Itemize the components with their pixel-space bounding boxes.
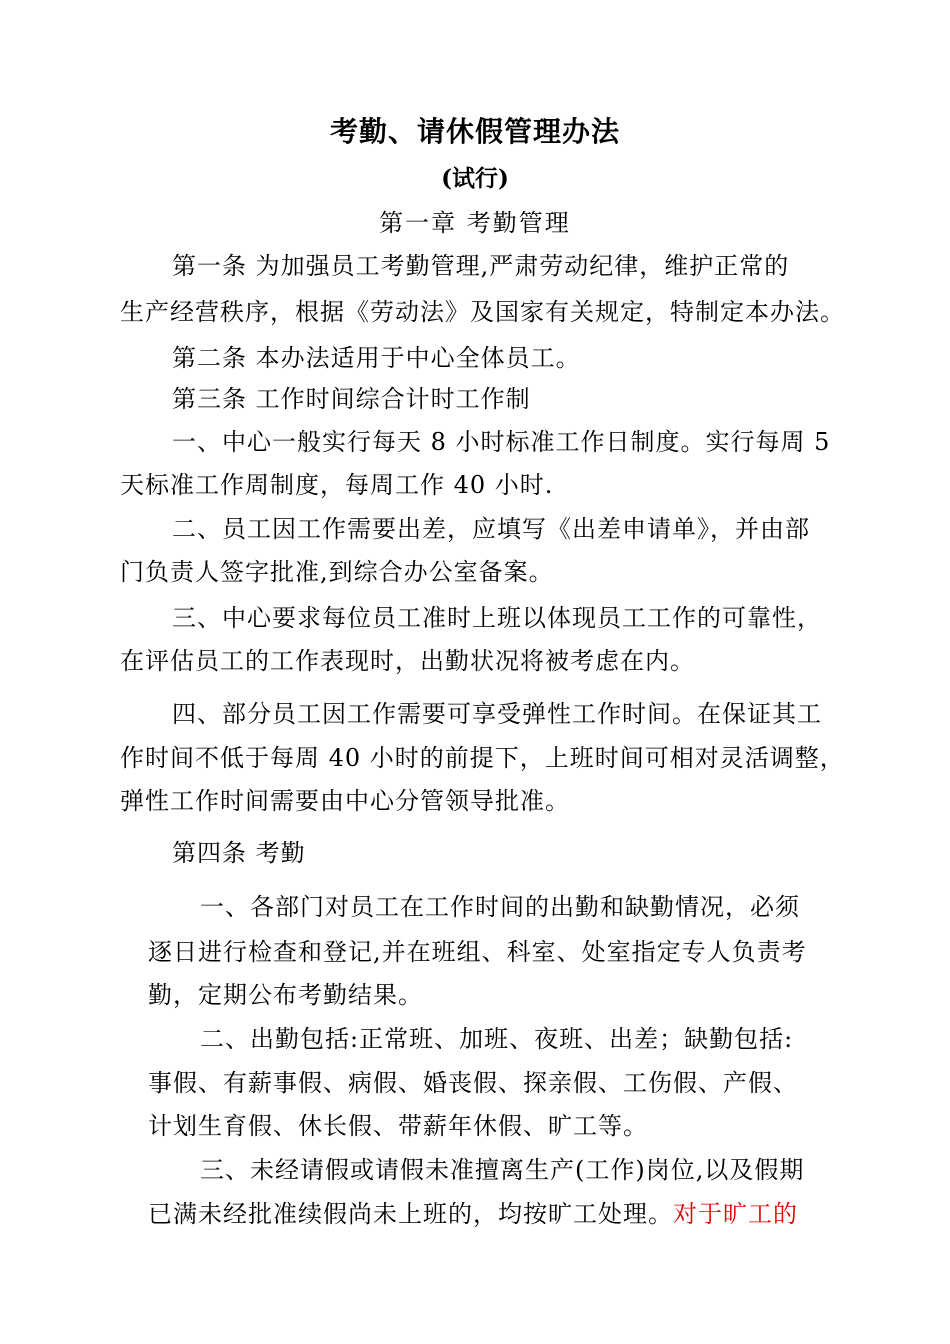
article-2: 第二条 本办法适用于中心全体员工。 xyxy=(172,344,581,372)
clause-4-line-1: 四、部分员工因工作需要可享受弹性工作时间。在保证其工 xyxy=(172,700,822,728)
attendance-1-line-1: 一、各部门对员工在工作时间的出勤和缺勤情况，必须 xyxy=(200,893,800,921)
clause-4-line-2: 作时间不低于每周 40 小时的前提下，上班时间可相对灵活调整， xyxy=(120,744,845,772)
clause-3-line-2: 在评估员工的工作表现时，出勤状况将被考虑在内。 xyxy=(120,647,695,675)
clause-1-line-2: 天标准工作周制度，每周工作 40 小时. xyxy=(120,471,554,499)
attendance-3-line-2-text: 已满未经批准续假尚未上班的，均按旷工处理。 xyxy=(148,1200,673,1228)
attendance-3-line-1: 三、未经请假或请假未准擅离生产(工作)岗位,以及假期 xyxy=(200,1156,805,1184)
document-title: 考勤、请休假管理办法 xyxy=(329,115,620,148)
clause-3-line-1: 三、中心要求每位员工准时上班以体现员工工作的可靠性， xyxy=(172,604,822,632)
document-subtitle: (试行) xyxy=(441,165,509,192)
article-3: 第三条 工作时间综合计时工作制 xyxy=(172,385,531,413)
attendance-2-line-3: 计划生育假、休长假、带薪年休假、旷工等。 xyxy=(148,1112,648,1140)
attendance-2-line-1: 二、出勤包括:正常班、加班、夜班、出差；缺勤包括: xyxy=(200,1025,794,1053)
chapter-heading: 第一章 考勤管理 xyxy=(379,209,571,237)
clause-1-line-1: 一、中心一般实行每天 8 小时标准工作日制度。实行每周 5 xyxy=(172,428,831,456)
highlighted-text: 对于旷工的 xyxy=(673,1200,798,1228)
attendance-3-line-2 xyxy=(148,1199,798,1229)
article-1-line-2: 生产经营秩序，根据《劳动法》及国家有关规定，特制定本办法。 xyxy=(120,298,845,326)
clause-2-line-2: 门负责人签字批准,到综合办公室备案。 xyxy=(120,558,554,586)
article-4: 第四条 考勤 xyxy=(172,839,306,867)
article-1-line-1: 第一条 为加强员工考勤管理,严肃劳动纪律，维护正常的 xyxy=(172,252,790,280)
attendance-1-line-2: 逐日进行检查和登记,并在班组、科室、处室指定专人负责考 xyxy=(148,938,807,966)
clause-4-line-3: 弹性工作时间需要由中心分管领导批准。 xyxy=(120,787,570,815)
attendance-2-line-2: 事假、有薪事假、病假、婚丧假、探亲假、工伤假、产假、 xyxy=(148,1069,798,1097)
attendance-1-line-3: 勤，定期公布考勤结果。 xyxy=(148,981,423,1009)
clause-2-line-1: 二、员工因工作需要出差，应填写《出差申请单》，并由部 xyxy=(172,515,810,543)
